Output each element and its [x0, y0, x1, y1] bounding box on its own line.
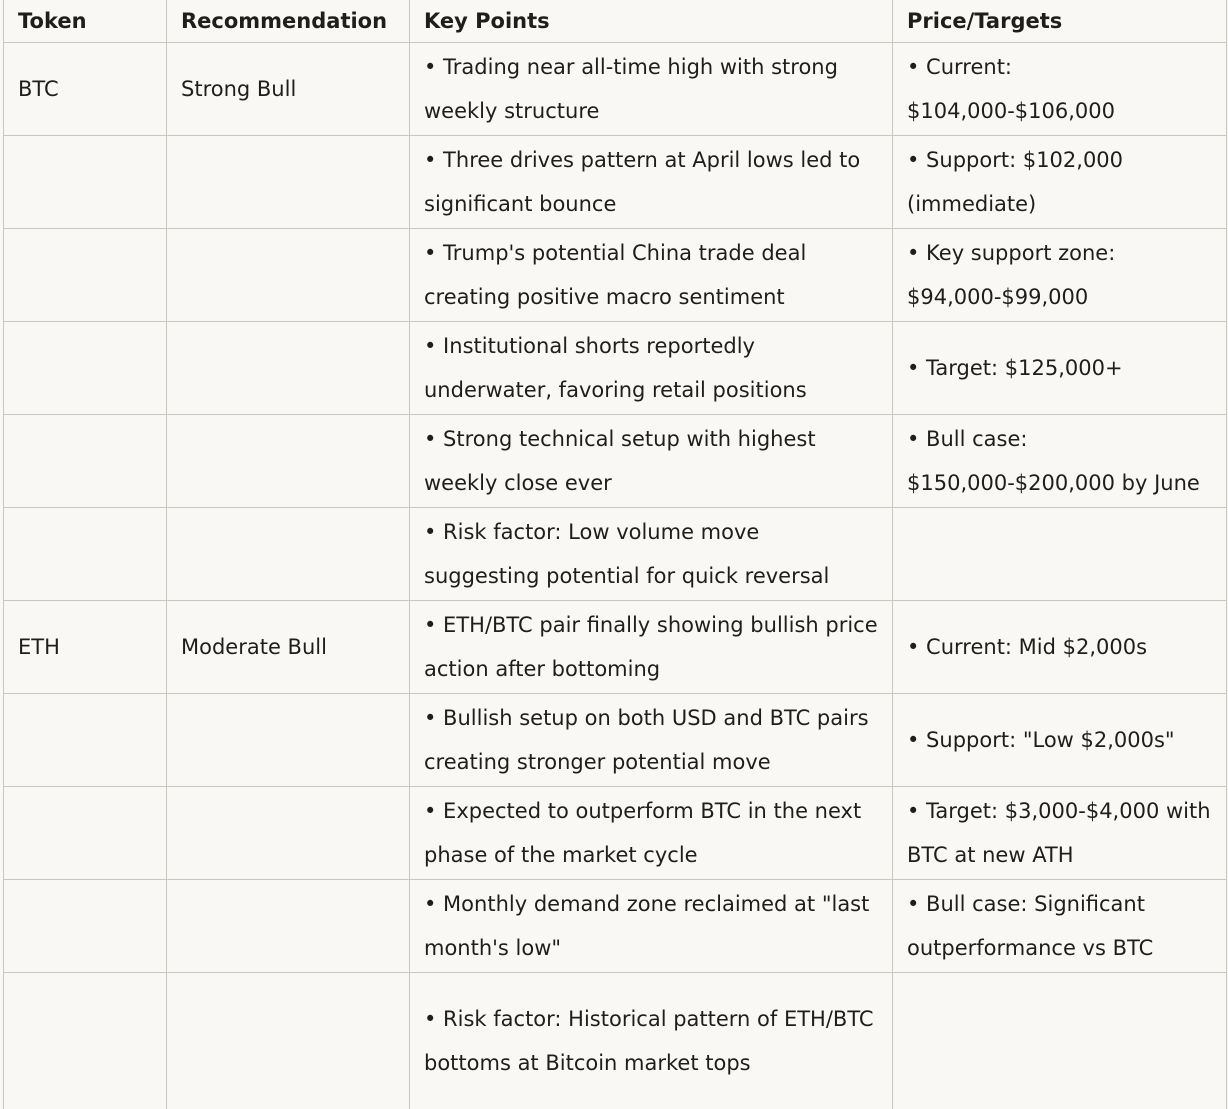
recommendation-cell — [167, 508, 410, 601]
token-cell: BTC — [4, 43, 167, 136]
header-price-targets: Price/Targets — [893, 0, 1227, 43]
header-token: Token — [4, 0, 167, 43]
key-point-cell: • Institutional shorts reportedly underwater, favoring retail positions — [410, 322, 893, 415]
table-row — [4, 43, 1227, 136]
price-target-cell: • Current: Mid $2,000s — [893, 601, 1227, 694]
header-key-points: Key Points — [410, 0, 893, 43]
key-point-cell: • Bullish setup on both USD and BTC pairs creating stronger potential move — [410, 694, 893, 787]
table-row — [4, 229, 1227, 322]
table-row — [4, 601, 1227, 694]
token-cell: ETH — [4, 601, 167, 694]
header-recommendation: Recommendation — [167, 0, 410, 43]
key-point-cell: • Expected to outperform BTC in the next phase of the market cycle — [410, 787, 893, 880]
table-header-row — [4, 0, 1227, 43]
recommendation-cell: Moderate Bull — [167, 601, 410, 694]
token-cell — [4, 508, 167, 601]
recommendation-cell — [167, 415, 410, 508]
table-row — [4, 415, 1227, 508]
table-body — [4, 43, 1227, 1109]
key-point-cell: • Risk factor: Historical pattern of ETH/BTC bottoms at Bitcoin market tops — [410, 973, 893, 1109]
table-row — [4, 973, 1227, 1109]
key-point-cell: • Risk factor: Low volume move suggesting potential for quick reversal — [410, 508, 893, 601]
key-point-cell: • Three drives pattern at April lows led to significant bounce — [410, 136, 893, 229]
recommendation-cell — [167, 973, 410, 1109]
table-row — [4, 322, 1227, 415]
recommendation-cell — [167, 880, 410, 973]
recommendation-cell — [167, 229, 410, 322]
price-target-cell: • Support: "Low $2,000s" — [893, 694, 1227, 787]
price-target-cell — [893, 973, 1227, 1109]
token-cell — [4, 880, 167, 973]
key-point-cell: • Strong technical setup with highest weekly close ever — [410, 415, 893, 508]
table-row — [4, 508, 1227, 601]
table-row — [4, 136, 1227, 229]
table-row — [4, 880, 1227, 973]
token-cell — [4, 415, 167, 508]
crypto-analysis-table — [3, 0, 1227, 1109]
recommendation-cell — [167, 787, 410, 880]
key-point-cell: • ETH/BTC pair finally showing bullish price action after bottoming — [410, 601, 893, 694]
token-cell — [4, 322, 167, 415]
price-target-cell: • Bull case: $150,000-$200,000 by June — [893, 415, 1227, 508]
token-cell — [4, 694, 167, 787]
price-target-cell — [893, 508, 1227, 601]
recommendation-cell — [167, 136, 410, 229]
price-target-cell: • Bull case: Significant outperformance vs BTC — [893, 880, 1227, 973]
token-cell — [4, 136, 167, 229]
price-target-cell: • Key support zone: $94,000-$99,000 — [893, 229, 1227, 322]
price-target-cell: • Target: $125,000+ — [893, 322, 1227, 415]
price-target-cell: • Target: $3,000-$4,000 with BTC at new ATH — [893, 787, 1227, 880]
price-target-cell: • Support: $102,000 (immediate) — [893, 136, 1227, 229]
table-row — [4, 694, 1227, 787]
recommendation-cell — [167, 694, 410, 787]
token-cell — [4, 229, 167, 322]
token-cell — [4, 973, 167, 1109]
key-point-cell: • Trading near all-time high with strong weekly structure — [410, 43, 893, 136]
key-point-cell: • Monthly demand zone reclaimed at "last month's low" — [410, 880, 893, 973]
price-target-cell: • Current: $104,000-$106,000 — [893, 43, 1227, 136]
recommendation-cell: Strong Bull — [167, 43, 410, 136]
table-row — [4, 787, 1227, 880]
recommendation-cell — [167, 322, 410, 415]
key-point-cell: • Trump's potential China trade deal creating positive macro sentiment — [410, 229, 893, 322]
token-cell — [4, 787, 167, 880]
